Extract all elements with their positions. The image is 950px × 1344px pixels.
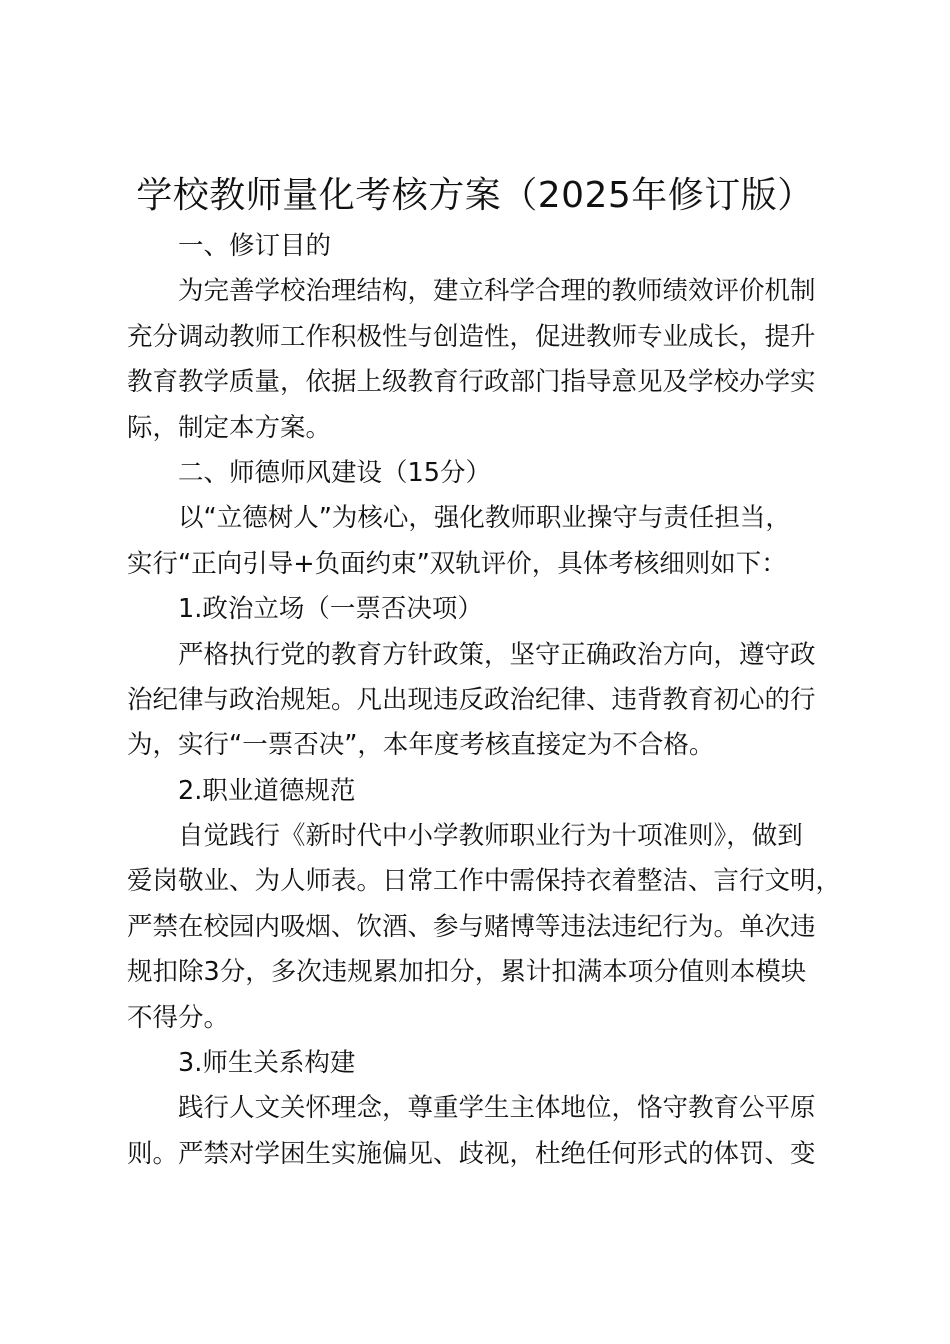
section-heading: 二、师德师风建设（15分） (178, 457, 491, 488)
paragraph-line: 践行人文关怀理念，尊重学生主体地位，恪守教育公平原 (178, 1093, 816, 1124)
paragraph-line: 以“立德树人”为核心，强化教师职业操守与责任担当， (178, 503, 791, 534)
paragraph-line: 自觉践行《新时代中小学教师职业行为十项准则》，做到 (178, 821, 803, 852)
paragraph-line: 爱岗敬业、为人师表。日常工作中需保持衣着整洁、言行文明， (127, 866, 842, 897)
document-title: 学校教师量化考核方案（2025年修订版） (136, 175, 814, 216)
document-body (127, 224, 842, 1177)
subsection-heading: 1.政治立场（一票否决项） (178, 594, 483, 625)
paragraph-line: 严格执行党的教育方针政策，坚守正确政治方向，遵守政 (178, 639, 816, 670)
paragraph-line: 治纪律与政治规矩。凡出现违反政治纪律、违背教育初心的行 (127, 684, 816, 715)
paragraph-line: 为完善学校治理结构，建立科学合理的教师绩效评价机制 (178, 276, 816, 307)
paragraph-line: 则。严禁对学困生实施偏见、歧视，杜绝任何形式的体罚、变 (127, 1138, 816, 1169)
paragraph-line: 不得分。 (127, 1002, 230, 1033)
paragraph-line: 为，实行“一票否决”，本年度考核直接定为不合格。 (127, 730, 715, 761)
subsection-heading: 2.职业道德规范 (178, 775, 356, 806)
paragraph-line: 际，制定本方案。 (127, 412, 332, 443)
paragraph-line: 严禁在校园内吸烟、饮酒、参与赌博等违法违纪行为。单次违 (127, 911, 816, 942)
section-heading: 一、修订目的 (178, 231, 332, 261)
paragraph-line: 规扣除3分，多次违规累加扣分，累计扣满本项分值则本模块 (127, 957, 807, 988)
paragraph-line: 教育教学质量，依据上级教育行政部门指导意见及学校办学实 (127, 367, 816, 398)
paragraph-line: 实行“正向引导+负面约束”双轨评价，具体考核细则如下： (127, 548, 787, 579)
subsection-heading: 3.师生关系构建 (178, 1048, 356, 1079)
paragraph-line: 充分调动教师工作积极性与创造性，促进教师专业成长，提升 (127, 321, 816, 352)
